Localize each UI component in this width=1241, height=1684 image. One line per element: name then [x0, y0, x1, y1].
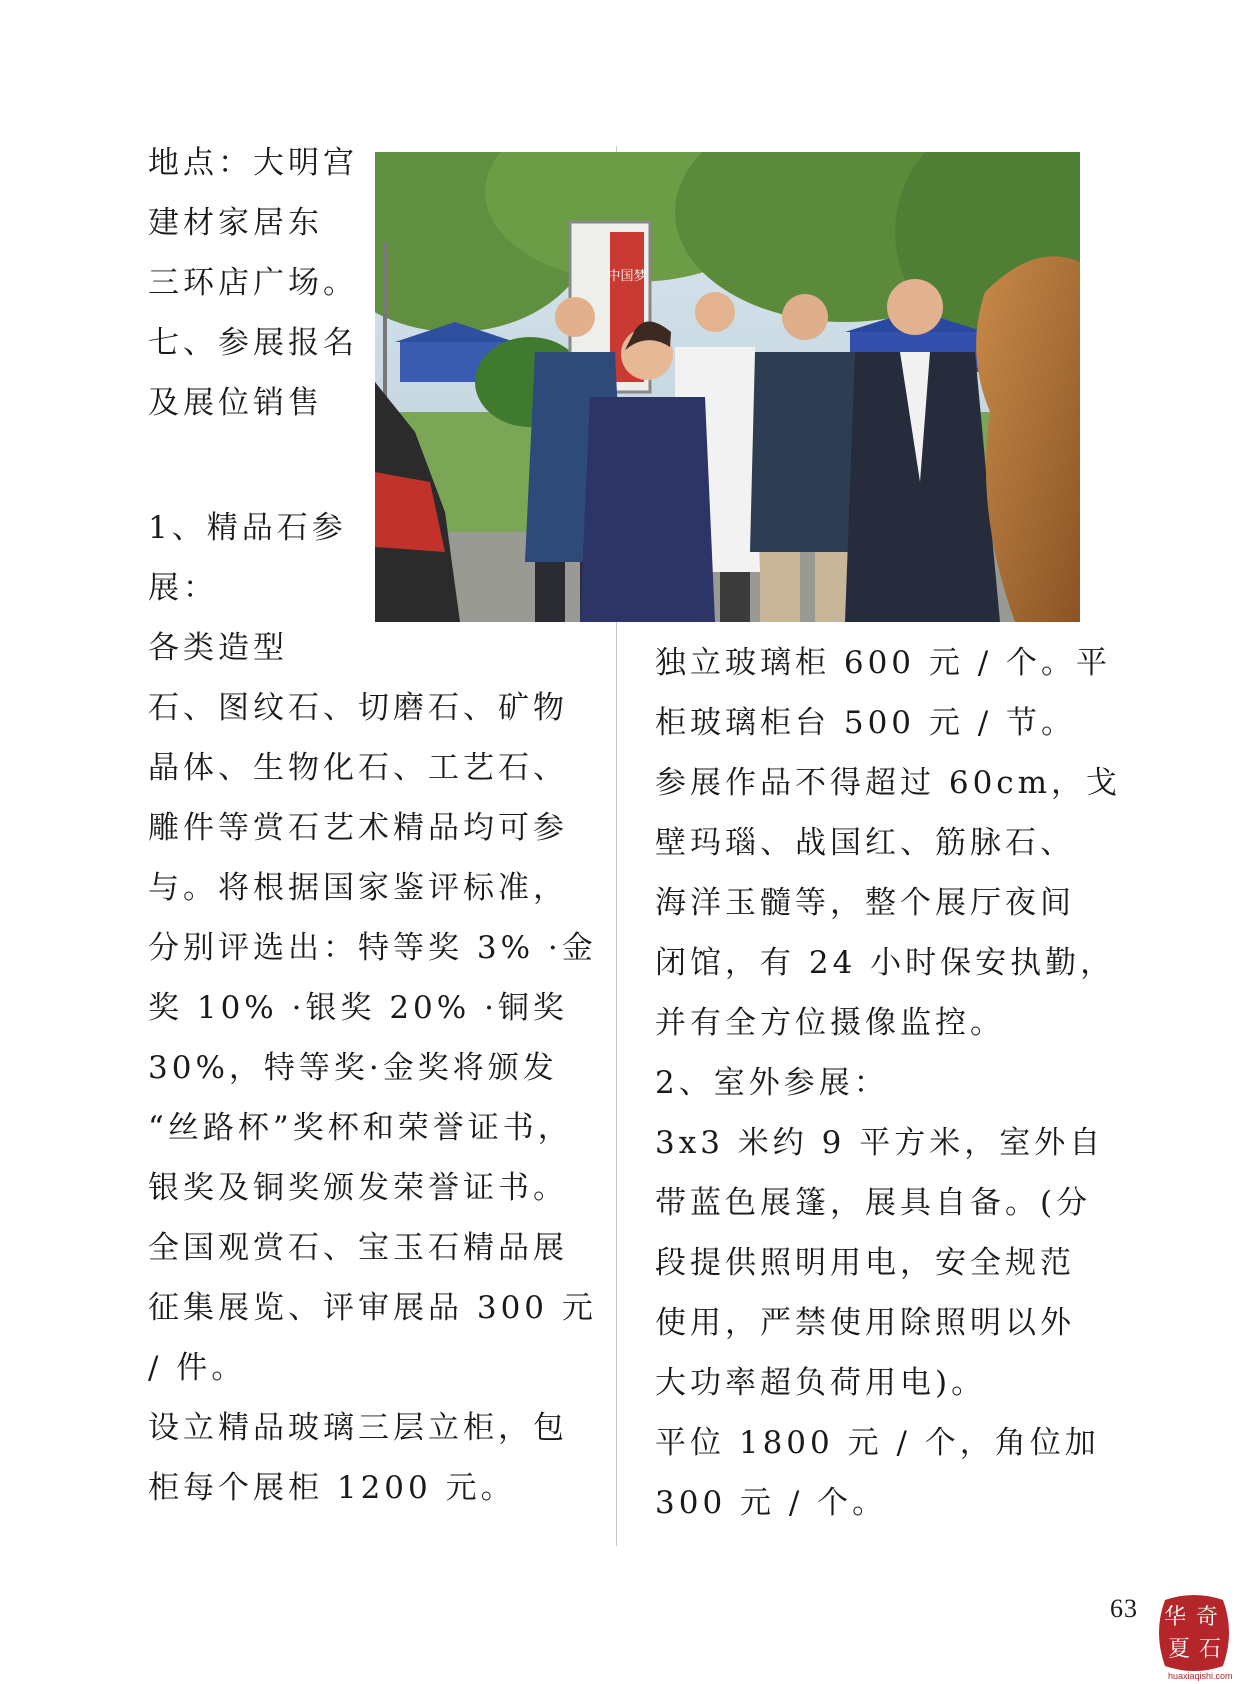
event-photo [375, 152, 1080, 622]
text-line: 七、参展报名 [148, 325, 358, 361]
text-line: 石、图纹石、切磨石、矿物 [148, 690, 568, 726]
text-line: 并有全方位摄像监控。 [655, 1005, 1005, 1041]
text-line: 地点：大明宫 [148, 145, 358, 181]
text-line: 展： [148, 570, 218, 606]
text-line: 300 元 / 个。 [655, 1485, 888, 1521]
text-line: 设立精品玻璃三层立柜，包 [148, 1410, 568, 1446]
seal-logo [1155, 1592, 1233, 1674]
text-line: / 件。 [148, 1350, 247, 1386]
text-line: 各类造型 [148, 630, 288, 666]
svg-text:石: 石 [1198, 1637, 1222, 1662]
text-line: 及展位销售 [148, 385, 323, 421]
text-line: 使用，严禁使用除照明以外 [655, 1305, 1075, 1341]
svg-text:华: 华 [1163, 1605, 1187, 1630]
text-line: 1、精品石参 [148, 510, 347, 546]
text-line: 参展作品不得超过 60cm，戈 [655, 765, 1122, 801]
text-line: 三环店广场。 [148, 265, 358, 301]
sign-text: 中国梦 [607, 269, 647, 284]
text-line: “丝路杯”奖杯和荣誉证书， [148, 1110, 573, 1146]
text-line: 建材家居东 [148, 205, 323, 241]
svg-text:奇: 奇 [1195, 1605, 1219, 1630]
page-number: 63 [1110, 1594, 1138, 1623]
text-line: 雕件等赏石艺术精品均可参 [148, 810, 568, 846]
text-line: 平位 1800 元 / 个，角位加 [655, 1425, 1100, 1461]
text-line: 全国观赏石、宝玉石精品展 [148, 1230, 568, 1266]
text-line: 大功率超负荷用电)。 [655, 1365, 987, 1401]
text-line: 独立玻璃柜 600 元 / 个。平 [655, 645, 1112, 681]
text-line: 银奖及铜奖颁发荣誉证书。 [148, 1170, 568, 1206]
seal-url: huaxiaqishi.com [1168, 1671, 1233, 1681]
text-line: 奖 10% ·银奖 20% ·铜奖 [148, 990, 568, 1026]
text-line: 与。将根据国家鉴评标准， [148, 870, 568, 906]
text-line: 晶体、生物化石、工艺石、 [148, 750, 568, 786]
text-line: 2、室外参展： [655, 1065, 889, 1101]
text-line: 带蓝色展篷，展具自备。(分 [655, 1185, 1092, 1221]
text-line: 分别评选出：特等奖 3% ·金 [148, 930, 597, 966]
text-line: 柜玻璃柜台 500 元 / 节。 [655, 705, 1077, 741]
text-line: 闭馆，有 24 小时保安执勤， [655, 945, 1116, 981]
text-line: 3x3 米约 9 平方米，室外自 [655, 1125, 1105, 1161]
text-line: 30%，特等奖·金奖将颁发 [148, 1050, 558, 1086]
text-line: 海洋玉髓等，整个展厅夜间 [655, 885, 1075, 921]
text-line: 段提供照明用电，安全规范 [655, 1245, 1075, 1281]
text-line: 壁玛瑙、战国红、筋脉石、 [655, 825, 1075, 861]
text-line: 柜每个展柜 1200 元。 [148, 1470, 516, 1506]
text-line: 征集展览、评审展品 300 元 [148, 1290, 597, 1326]
svg-text:夏: 夏 [1167, 1637, 1191, 1662]
